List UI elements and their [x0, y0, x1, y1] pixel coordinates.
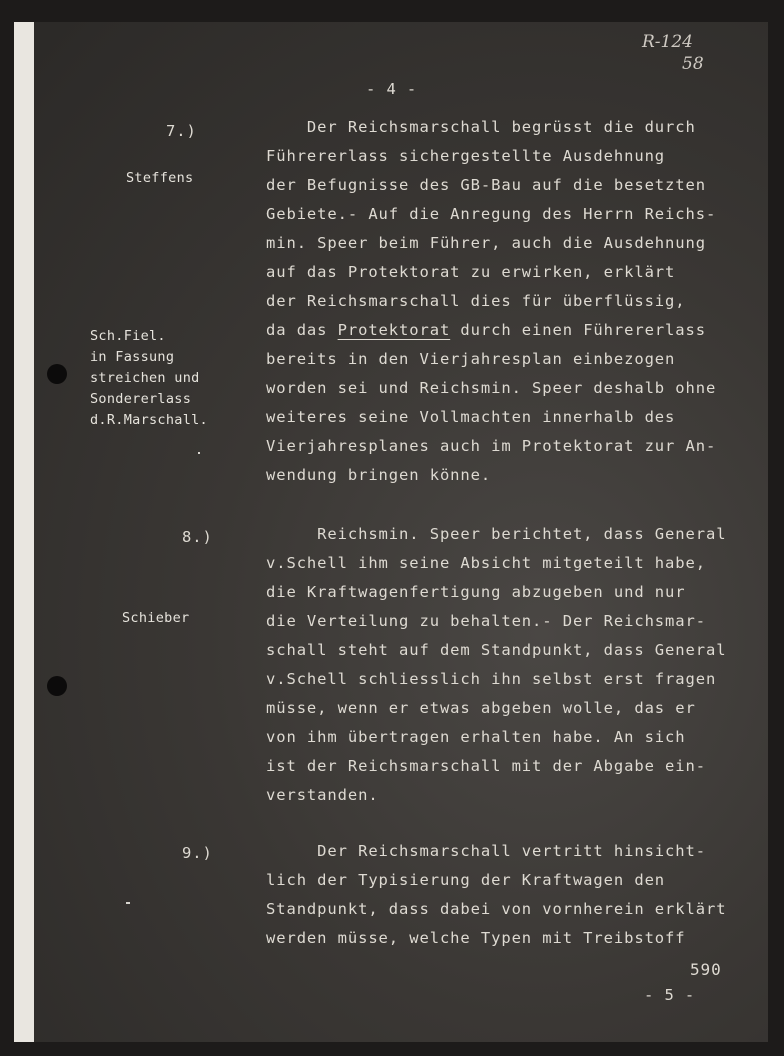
punch-hole-bottom	[47, 676, 67, 696]
dust-speck	[198, 452, 200, 454]
section-number-8: 8.)	[182, 528, 213, 546]
section-8-line: Reichsmin. Speer berichtet, dass General	[266, 525, 727, 543]
section-8-line: von ihm übertragen erhalten habe. An sich	[266, 728, 686, 746]
margin-note-line: Sch.Fiel.	[90, 328, 166, 344]
section-7-line: wendung bringen könne.	[266, 466, 492, 484]
section-number-9: 9.)	[182, 844, 213, 862]
section-7-line: der Befugnisse des GB-Bau auf die besetzten	[266, 176, 706, 194]
section-7-line: Vierjahresplanes auch im Protektorat zur An-	[266, 437, 717, 455]
section-7-line: Führererlass sichergestellte Ausdehnung	[266, 147, 666, 165]
section-7-line: auf das Protektorat zu erwirken, erklärt	[266, 263, 676, 281]
section-8-line: müsse, wenn er etwas abgeben wolle, das er	[266, 699, 696, 717]
side-note-steffens: Steffens	[126, 170, 194, 186]
margin-note-line: Sondererlass	[90, 391, 192, 407]
section-7-line-underlined	[266, 321, 706, 339]
punch-hole-top	[47, 364, 67, 384]
section-7-line: Gebiete.- Auf die Anregung des Herrn Reichs-	[266, 205, 717, 223]
section-number-7: 7.)	[166, 122, 197, 140]
archive-annotation-line1: R-124	[642, 32, 693, 52]
section-7-line: Der Reichsmarschall begrüsst die durch	[266, 118, 696, 136]
section-9-line: werden müsse, welche Typen mit Treibstoff	[266, 929, 686, 947]
side-note-schieber: Schieber	[122, 610, 190, 626]
underlined-word: Protektorat	[337, 321, 451, 339]
margin-note-line: in Fassung	[90, 349, 175, 365]
section-7-line: weiteres seine Vollmachten innerhalb des	[266, 408, 676, 426]
archive-annotation-line2: 58	[682, 54, 704, 74]
margin-note-line: streichen und	[90, 370, 200, 386]
section-8-line: v.Schell schliesslich ihn selbst erst fragen	[266, 670, 717, 688]
section-7-line: der Reichsmarschall dies für überflüssig,	[266, 292, 686, 310]
section-7-line: worden sei und Reichsmin. Speer deshalb ohne	[266, 379, 717, 397]
section-8-line: verstanden.	[266, 786, 379, 804]
section-9-line: Der Reichsmarschall vertritt hinsicht-	[266, 842, 706, 860]
section-8-line: v.Schell ihm seine Absicht mitgeteilt habe,	[266, 554, 706, 572]
line-prefix: da das	[266, 321, 338, 339]
page-number-header: - 4 -	[366, 80, 418, 98]
margin-note-line: d.R.Marschall.	[90, 412, 208, 428]
section-8-line: schall steht auf dem Standpunkt, dass General	[266, 641, 727, 659]
section-9-line: Standpunkt, dass dabei von vornherein erklärt	[266, 900, 727, 918]
section-9-line: lich der Typisierung der Kraftwagen den	[266, 871, 666, 889]
section-8-line: ist der Reichsmarschall mit der Abgabe ein-	[266, 757, 706, 775]
page-left-edge	[14, 22, 34, 1042]
next-page-number: - 5 -	[644, 986, 696, 1004]
dust-speck	[126, 902, 130, 904]
section-8-line: die Kraftwagenfertigung abzugeben und nur	[266, 583, 686, 601]
section-8-line: die Verteilung zu behalten.- Der Reichsmar-	[266, 612, 706, 630]
document-page	[14, 22, 768, 1042]
section-7-line: min. Speer beim Führer, auch die Ausdehnung	[266, 234, 706, 252]
line-suffix: durch einen Führererlass	[450, 321, 706, 339]
section-7-line: bereits in den Vierjahresplan einbezogen	[266, 350, 676, 368]
stamp-number: 590	[690, 960, 722, 979]
